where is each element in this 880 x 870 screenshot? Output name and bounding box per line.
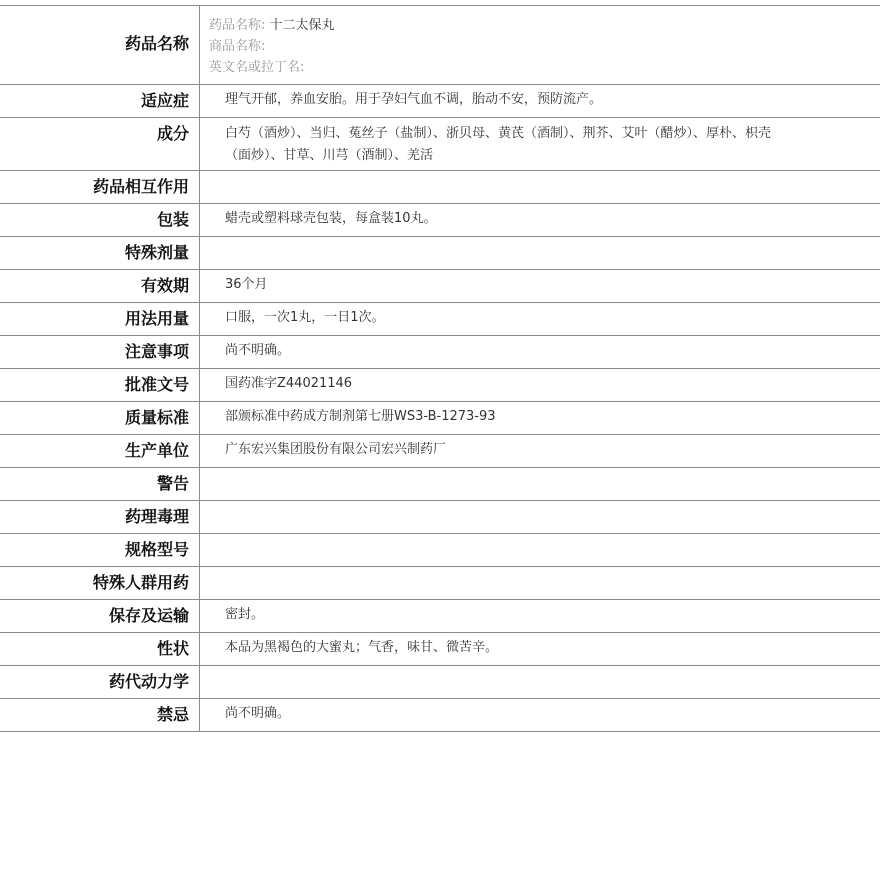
row-value: [200, 666, 880, 698]
row-value: [200, 237, 880, 269]
trade-name-line: [209, 36, 790, 57]
row-label: 适应症: [0, 85, 200, 117]
row-value: 白芍（酒炒）、当归、菟丝子（盐制）、浙贝母、黄芪（酒制）、荆芥、艾叶（醋炒）、厚朴、枳壳（面炒）、甘草、川芎（酒制）、羌活: [225, 126, 772, 163]
row-label: 性状: [0, 633, 200, 665]
row-label: 保存及运输: [0, 600, 200, 632]
row-label: 特殊剂量: [0, 237, 200, 269]
drug-name-key: 药品名称:: [209, 18, 270, 33]
table-row-precautions: [0, 336, 880, 369]
table-row-packaging: [0, 204, 880, 237]
table-row-indications: [0, 85, 880, 118]
table-row-pharmacology: [0, 501, 880, 534]
latin-name-line: [209, 57, 790, 78]
row-label: 注意事项: [0, 336, 200, 368]
row-value: 广东宏兴集团股份有限公司宏兴制药厂: [225, 442, 447, 457]
table-row-dosage: [0, 303, 880, 336]
row-value: [200, 468, 880, 500]
row-value: 理气开郁，养血安胎。用于孕妇气血不调，胎动不安，预防流产。: [225, 92, 603, 107]
row-value: [200, 567, 880, 599]
row-label: 药理毒理: [0, 501, 200, 533]
row-value: 本品为黑褐色的大蜜丸；气香，味甘、微苦辛。: [225, 640, 499, 655]
table-row-interactions: [0, 171, 880, 204]
table-row-contraindications: [0, 699, 880, 732]
row-value: [200, 534, 880, 566]
table-row-quality-standard: [0, 402, 880, 435]
table-row-specification: [0, 534, 880, 567]
row-label: 用法用量: [0, 303, 200, 335]
table-row-special-populations: [0, 567, 880, 600]
row-label: 成分: [0, 118, 200, 170]
row-label: 警告: [0, 468, 200, 500]
row-value: 36个月: [225, 277, 268, 292]
row-value: [200, 501, 880, 533]
row-label-drug-name: 药品名称: [0, 6, 200, 84]
table-row-description: [0, 633, 880, 666]
table-row-special-dosage: [0, 237, 880, 270]
row-value: [200, 171, 880, 203]
row-value: 口服，一次1丸，一日1次。: [225, 310, 385, 325]
drug-info-table: [0, 5, 880, 732]
row-label: 包装: [0, 204, 200, 236]
row-value: 部颁标准中药成方制剂第七册WS3-B-1273-93: [225, 409, 496, 424]
row-label: 规格型号: [0, 534, 200, 566]
row-label: 质量标准: [0, 402, 200, 434]
row-label: 有效期: [0, 270, 200, 302]
row-value: 密封。: [225, 607, 265, 622]
row-value: 蜡壳或塑料球壳包装，每盒装10丸。: [225, 211, 437, 226]
table-row-warning: [0, 468, 880, 501]
table-row-shelf-life: [0, 270, 880, 303]
table-row-pharmacokinetics: [0, 666, 880, 699]
table-row-manufacturer: [0, 435, 880, 468]
row-value: 尚不明确。: [225, 706, 291, 721]
row-label: 药代动力学: [0, 666, 200, 698]
drug-name-cell: [200, 6, 880, 84]
drug-name-line: [209, 15, 790, 36]
latin-name-key: 英文名或拉丁名:: [209, 60, 305, 75]
row-label: 药品相互作用: [0, 171, 200, 203]
table-row-ingredients: [0, 118, 880, 171]
row-label: 禁忌: [0, 699, 200, 731]
table-row-approval-number: [0, 369, 880, 402]
table-row-storage: [0, 600, 880, 633]
trade-name-key: 商品名称:: [209, 39, 266, 54]
row-label: 批准文号: [0, 369, 200, 401]
row-label: 生产单位: [0, 435, 200, 467]
drug-name-value: 十二太保丸: [269, 18, 335, 33]
row-value: 国药准字Z44021146: [225, 376, 353, 391]
table-row-drug-name: [0, 6, 880, 85]
row-value: 尚不明确。: [225, 343, 291, 358]
row-label: 特殊人群用药: [0, 567, 200, 599]
